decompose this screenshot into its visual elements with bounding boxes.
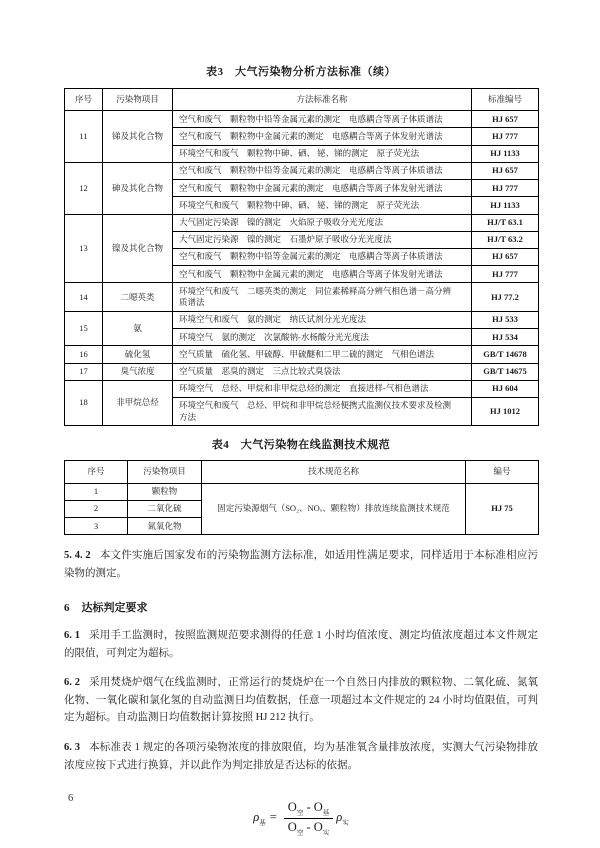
table3-row <box>65 363 539 380</box>
table3-header-pollutant: 污染物项目 <box>103 89 173 111</box>
method-standard-name-cell: 环境空气和废气 颗粒物中砷、硒、 铋、锑的测定 原子荧光法 <box>173 145 472 162</box>
o-air-subscript: 空 <box>296 809 304 817</box>
o-air-symbol: O <box>287 819 297 834</box>
paragraph-number: 6. 3 <box>64 741 80 753</box>
paragraph-text: 本文件实施后国家发布的污染物监测方法标准，如适用性满足要求，同样适用于本标准相应污染物的测定。 <box>64 550 539 579</box>
table4-header-code: 编号 <box>466 461 539 483</box>
o-actual-symbol: O <box>313 819 323 834</box>
fraction <box>284 800 333 836</box>
standard-code-cell: HJ 657 <box>472 248 539 265</box>
serial-number-cell: 18 <box>65 380 103 426</box>
method-standard-name-cell: 环境空气 氨的测定 次氯酸钠-水杨酸分光光度法 <box>173 329 472 346</box>
method-standard-name-cell: 环境空气和废气 二噁英类的测定 同位素稀释高分辨气相色谱－高分辨质谱法 <box>173 283 472 311</box>
table3-row <box>65 214 539 231</box>
table3-row <box>65 283 539 311</box>
method-standard-name-cell: 空气和废气 颗粒物中铅等金属元素的测定 电感耦合等离子体质谱法 <box>173 162 472 179</box>
serial-number-cell: 11 <box>65 111 103 163</box>
pollutant-name-cell: 颗粒物 <box>128 483 202 500</box>
rho-base-symbol: ρ <box>253 809 260 824</box>
rho-actual-subscript: 实 <box>342 819 349 827</box>
table4-header-row <box>65 461 539 483</box>
table4-online-monitoring <box>64 460 539 535</box>
pollutant-name-cell: 硫化氢 <box>103 346 173 363</box>
equals-sign: = <box>269 809 277 824</box>
pollutant-name-cell: 二氧化硫 <box>128 500 202 517</box>
serial-number-cell: 14 <box>65 283 103 311</box>
method-standard-name-cell: 环境空气和废气 总烃、甲烷和非甲烷总烃便携式监测仪技术要求及检测方法 <box>173 397 472 425</box>
spec-name-cell: 固定污染源烟气（SO₂、NOₓ、颗粒物）排放连续监测技术规范 <box>202 483 466 535</box>
standard-code-cell: HJ 777 <box>472 180 539 197</box>
standard-code-cell: HJ 533 <box>472 311 539 328</box>
paragraph-number: 5. 4. 2 <box>64 550 91 562</box>
section-6-heading <box>64 599 538 615</box>
table3-row <box>65 311 539 328</box>
table4-header-no: 序号 <box>65 461 128 483</box>
minus-sign: - <box>306 819 311 834</box>
pollutant-name-cell: 非甲烷总烃 <box>103 380 173 426</box>
standard-code-cell: HJ 534 <box>472 329 539 346</box>
standard-code-cell: HJ 657 <box>472 111 539 128</box>
pollutant-name-cell: 氨 <box>103 311 173 345</box>
pollutant-name-cell: 氮氧化物 <box>128 518 202 535</box>
standard-code-cell: HJ 1133 <box>472 145 539 162</box>
o-actual-subscript: 实 <box>322 829 330 837</box>
serial-number-cell: 3 <box>65 518 128 535</box>
pollutant-name-cell: 二噁英类 <box>103 283 173 311</box>
standard-code-cell: HJ 777 <box>472 266 539 283</box>
table3-title: 表3 大气污染物分析方法标准（续） <box>206 66 396 78</box>
pollutant-name-cell: 镍及其化合物 <box>103 214 173 283</box>
o-base-symbol: O <box>313 800 323 815</box>
table3-header-no: 序号 <box>65 89 103 111</box>
method-standard-name-cell: 大气固定污染源 镍的测定 火焰原子吸收分光光度法 <box>173 214 472 231</box>
table4-title: 表4 大气污染物在线监测技术规范 <box>211 439 391 452</box>
paragraph-6-2 <box>64 674 538 727</box>
serial-number-cell: 12 <box>65 162 103 214</box>
method-standard-name-cell: 大气固定污染源 镍的测定 石墨炉原子吸收分光光度法 <box>173 231 472 248</box>
method-standard-name-cell: 空气和废气 颗粒物中金属元素的测定 电感耦合等离子体发射光谱法 <box>173 128 472 145</box>
o-air-subscript: 空 <box>296 829 304 837</box>
standard-code-cell: HJ 75 <box>466 483 539 535</box>
standard-code-cell: HJ 604 <box>472 380 539 397</box>
method-standard-name-cell: 空气质量 恶臭的测定 三点比较式臭袋法 <box>173 363 472 380</box>
method-standard-name-cell: 环境空气和废气 氨的测定 纳氏试剂分光光度法 <box>173 311 472 328</box>
method-standard-name-cell: 空气质量 硫化氢、甲硫醇、甲硫醚和二甲二硫的测定 气相色谱法 <box>173 346 472 363</box>
standard-code-cell: HJ 1012 <box>472 397 539 425</box>
o-air-symbol: O <box>287 800 297 815</box>
section-number: 6 <box>64 602 70 615</box>
serial-number-cell: 13 <box>65 214 103 283</box>
minus-sign: - <box>306 800 311 815</box>
table3-header-method: 方法标准名称 <box>173 89 472 111</box>
rho-actual-symbol: ρ <box>336 809 343 824</box>
rho-base-subscript: 基 <box>259 819 266 827</box>
paragraph-number: 6. 2 <box>64 677 80 689</box>
paragraph-5-4-2 <box>64 547 538 582</box>
serial-number-cell: 15 <box>65 311 103 345</box>
method-standard-name-cell: 环境空气 总烃、甲烷和非甲烷总烃的测定 直接进样-气相色谱法 <box>173 380 472 397</box>
fraction-numerator <box>284 800 333 819</box>
fraction-denominator <box>284 819 333 837</box>
o-base-subscript: 基 <box>322 809 330 817</box>
page-number: 6 <box>68 793 74 804</box>
method-standard-name-cell: 空气和废气 颗粒物中铅等金属元素的测定 电感耦合等离子体质谱法 <box>173 111 472 128</box>
standard-code-cell: HJ/T 63.1 <box>472 214 539 231</box>
paragraph-text: 采用焚烧炉烟气在线监测时，正常运行的焚烧炉在一个自然日内排放的颗粒物、二氧化硫、氮氧化物、一氧化碳和氯化氢的自动监测日均值数据，任意一项超过本文件规定的 24 小时均值限值，可判定为超标。自动监测日均值数据计算按照 HJ 212 执行。 <box>64 677 539 724</box>
paragraph-text: 采用手工监测时，按照监测规范要求测得的任意 1 小时均值浓度、测定均值浓度超过本文件规定的限值，可判定为超标。 <box>64 630 538 659</box>
standard-code-cell: GB/T 14675 <box>472 363 539 380</box>
table3-row <box>65 111 539 128</box>
table4-header-pollutant: 污染物项目 <box>128 461 202 483</box>
table3-header-row <box>65 89 539 111</box>
serial-number-cell: 1 <box>65 483 128 500</box>
table3-analysis-methods <box>64 88 539 426</box>
method-standard-name-cell: 环境空气和废气 颗粒物中砷、硒、 铋、锑的测定 原子荧光法 <box>173 197 472 214</box>
method-standard-name-cell: 空气和废气 颗粒物中金属元素的测定 电感耦合等离子体发射光谱法 <box>173 266 472 283</box>
table4-header-spec: 技术规范名称 <box>202 461 466 483</box>
table3-header-code: 标准编号 <box>472 89 539 111</box>
table4-row <box>65 483 539 500</box>
standard-code-cell: HJ 777 <box>472 128 539 145</box>
method-standard-name-cell: 空气和废气 颗粒物中金属元素的测定 电感耦合等离子体发射光谱法 <box>173 180 472 197</box>
paragraph-text: 本标准表 1 规定的各项污染物浓度的排放限值，均为基准氧含量排放浓度，实测大气污染物排放浓度应按下式进行换算，并以此作为判定排放是否达标的依据。 <box>64 741 538 771</box>
paragraph-6-1 <box>64 627 538 662</box>
pollutant-name-cell: 锑及其化合物 <box>103 111 173 163</box>
serial-number-cell: 16 <box>65 346 103 363</box>
standard-code-cell: HJ/T 63.2 <box>472 231 539 248</box>
serial-number-cell: 17 <box>65 363 103 380</box>
paragraph-6-3 <box>64 739 538 774</box>
table3-row <box>65 162 539 179</box>
serial-number-cell: 2 <box>65 500 128 517</box>
standard-code-cell: HJ 77.2 <box>472 283 539 311</box>
pollutant-name-cell: 臭气浓度 <box>103 363 173 380</box>
standard-code-cell: GB/T 14678 <box>472 346 539 363</box>
section-title: 达标判定要求 <box>81 602 148 615</box>
table3-row <box>65 346 539 363</box>
standard-code-cell: HJ 1133 <box>472 197 539 214</box>
table3-row <box>65 380 539 397</box>
oxygen-correction-formula <box>64 800 538 836</box>
standard-code-cell: HJ 657 <box>472 162 539 179</box>
paragraph-number: 6. 1 <box>64 630 80 642</box>
document-content <box>64 0 538 836</box>
method-standard-name-cell: 空气和废气 颗粒物中铅等金属元素的测定 电感耦合等离子体质谱法 <box>173 248 472 265</box>
pollutant-name-cell: 砷及其化合物 <box>103 162 173 214</box>
